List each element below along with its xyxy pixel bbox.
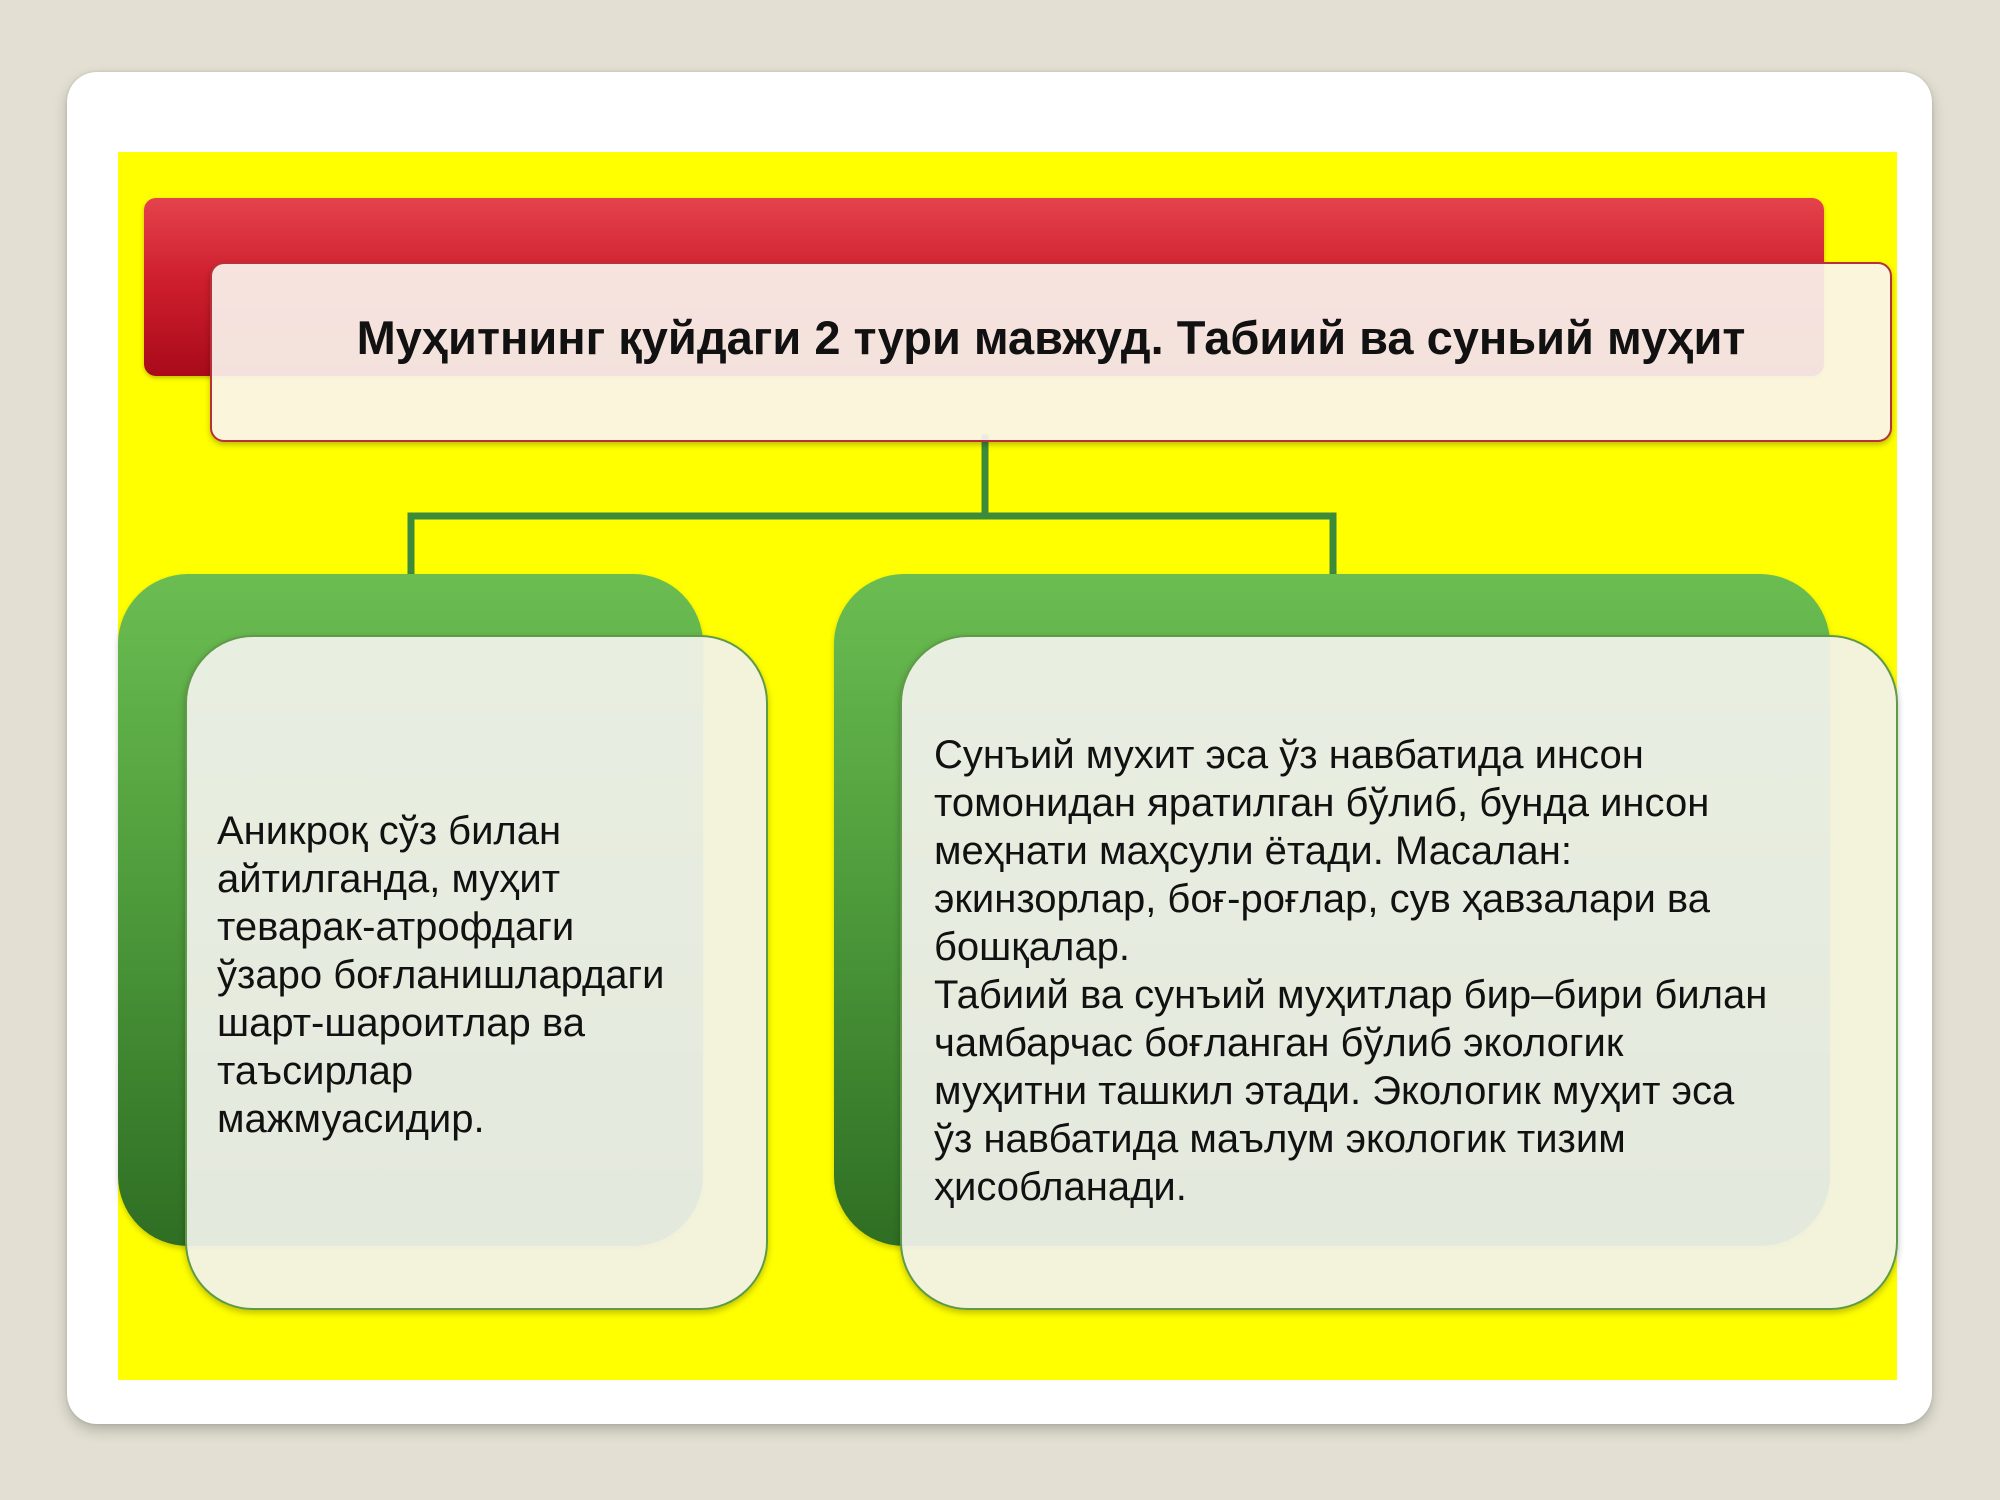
diagram-title: Муҳитнинг қуйдаги 2 тури мавжуд. Табиий ва суньий муҳит	[356, 310, 1746, 364]
right-box-text: Сунъий мухит эса ўз навбатида инсон томонидан яратилган бўлиб, бунда инсон меҳнати маҳсули ётади. Масалан: экинзорлар, боғ-роғлар, сув ҳавзалари ва бошқалар. Табиий ва сунъий муҳитлар бир–бири билан чамбарчас боғланган бўлиб экологик муҳитни ташкил этади. Экологик муҳит эса ўз навбатида маълум экологик тизим ҳисобланади.	[934, 733, 1768, 1209]
left-box-text: Аникроқ сўз билан айтилганда, муҳит теварак-атрофдаги ўзаро боғланишлардаги шарт-шароитлар ва таъсирлар мажмуасидир.	[217, 809, 665, 1141]
left-content-box	[185, 635, 768, 1310]
title-box	[210, 262, 1892, 442]
right-content-box	[900, 635, 1898, 1310]
